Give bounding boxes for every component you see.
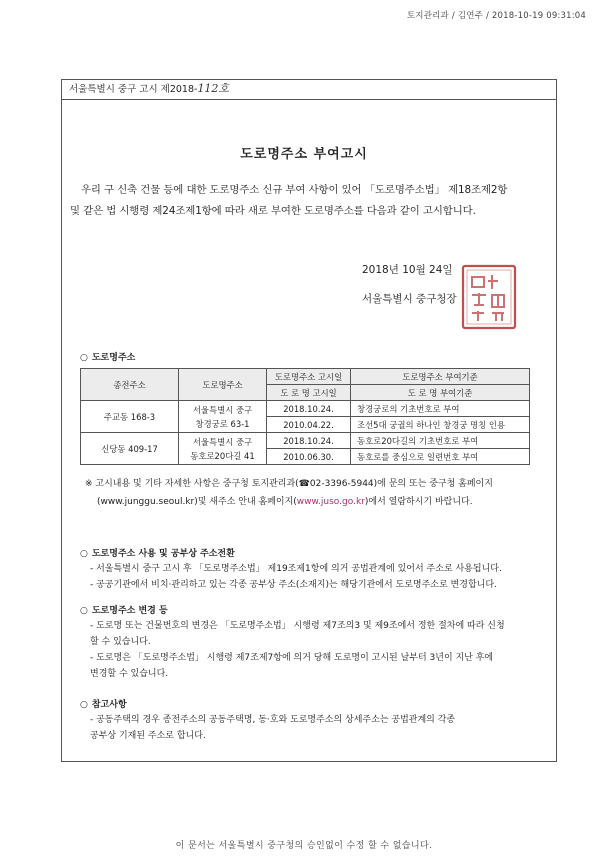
section-label: 도로명주소 xyxy=(91,353,136,363)
section-usage-items xyxy=(90,561,502,593)
intro-line-2: 및 같은 법 시행령 제24조제1항에 따라 새로 부여한 도로명주소를 다음과 같이 고시합니다. xyxy=(70,205,476,217)
road-address-line-2: 창경궁로 63-1 xyxy=(195,418,250,429)
section-usage-heading xyxy=(80,546,235,559)
table-row xyxy=(81,401,530,417)
note-line-1 xyxy=(85,475,525,493)
cell-basis: 창경궁로의 기초번호로 부여 xyxy=(351,401,530,417)
cell-basis: 동호로20다길의 기초번호로 부여 xyxy=(351,433,530,449)
notice-number-handwritten: 112호 xyxy=(197,82,230,95)
cell-lot-address: 신당동 409-17 xyxy=(81,433,179,465)
section-label: 도로명주소 변경 등 xyxy=(91,606,168,616)
section-change-items xyxy=(90,618,505,682)
document-meta: 토지관리과 / 김연주 / 2018-10-19 09:31:04 xyxy=(406,11,586,21)
list-item: - 서울특별시 중구 고시 후 「도로명주소법」 제19조제1항에 의거 공법관계에 있어서 주소로 사용됩니다. xyxy=(90,564,502,574)
header-notice-day: 도로명주소 고시일 xyxy=(267,369,351,385)
road-address-line-2: 동호로20다길 41 xyxy=(190,450,255,461)
cell-road-basis: 동호로를 중심으로 일련번호 부여 xyxy=(351,449,530,465)
cell-road-address xyxy=(179,433,267,465)
header-divider xyxy=(61,99,557,100)
list-item: 공부상 기재된 주소로 합니다. xyxy=(90,731,206,741)
note-line-2 xyxy=(85,493,525,511)
issuer-name: 서울특별시 중구청장 xyxy=(362,293,457,305)
section-roadname-heading xyxy=(80,350,135,363)
header-road-basis: 도 로 명 부여기준 xyxy=(351,385,530,401)
intro-line-1: 우리 구 신축 건물 등에 대한 도로명주소 신규 부여 사항이 있어 「도로명주소법」 제18조제2항 xyxy=(81,184,508,196)
section-bullet: ○ xyxy=(80,549,88,559)
header-basis: 도로명주소 부여기준 xyxy=(351,369,530,385)
section-label: 도로명주소 사용 및 공부상 주소전환 xyxy=(91,549,235,559)
cell-lot-address: 주교동 168-3 xyxy=(81,401,179,433)
section-bullet: ○ xyxy=(80,700,88,710)
header-road-address: 도로명주소 xyxy=(179,369,267,401)
table-header-row xyxy=(81,369,530,385)
page-title: 도로명주소 부여고시 xyxy=(240,147,368,162)
section-reference-heading xyxy=(80,697,127,710)
list-item: - 도로명 또는 건물번호의 변경은 「도로명주소법」 시행령 제7조의3 및 제9조에서 정한 절차에 따라 신청 xyxy=(90,621,505,631)
road-address-line-1: 서울특별시 중구 xyxy=(192,404,253,415)
section-change-heading xyxy=(80,603,168,616)
cell-notice-date: 2018.10.24. xyxy=(267,401,351,417)
cell-road-address xyxy=(179,401,267,433)
notice-date: 2018년 10월 24일 xyxy=(362,264,453,276)
note-mark: ※ xyxy=(85,479,93,489)
official-seal-icon xyxy=(460,263,518,331)
road-address-line-1: 서울특별시 중구 xyxy=(192,436,253,447)
address-table xyxy=(80,368,530,465)
header-road-notice-day: 도 로 명 고시일 xyxy=(267,385,351,401)
table-row xyxy=(81,433,530,449)
header-lot-address: 종전주소 xyxy=(81,369,179,401)
section-bullet: ○ xyxy=(80,353,88,363)
note-line-2-tail: )에서 열람하시기 바랍니다. xyxy=(364,497,473,507)
section-label: 참고사항 xyxy=(91,700,127,710)
cell-road-notice-date: 2010.06.30. xyxy=(267,449,351,465)
list-item: 할 수 있습니다. xyxy=(90,637,151,647)
notice-number-label: 서울특별시 중구 고시 제2018- xyxy=(69,84,198,95)
intro-paragraph xyxy=(70,180,551,222)
note-line-1-text: 고시내용 및 기타 자세한 사항은 중구청 토지관리과(☎02-3396-5944)에 문의 또는 중구청 홈페이지 xyxy=(95,479,493,489)
cell-road-basis: 조선5대 궁궐의 하나인 창경궁 명칭 인용 xyxy=(351,417,530,433)
cell-notice-date: 2018.10.24. xyxy=(267,433,351,449)
inquiry-note xyxy=(85,475,525,511)
list-item: 변경할 수 있습니다. xyxy=(90,669,169,679)
footer-notice: 이 문서는 서울특별시 중구청의 승인없이 수정 할 수 없습니다. xyxy=(175,841,433,851)
section-reference-items xyxy=(90,712,455,744)
cell-road-notice-date: 2010.04.22. xyxy=(267,417,351,433)
list-item: - 도로명은 「도로명주소법」 시행령 제7조제7항에 의거 당해 도로명이 고시된 날부터 3년이 지난 후에 xyxy=(90,653,494,663)
list-item: - 공동주택의 경우 종전주소의 공동주택명, 동·호와 도로명주소의 상세주소는 공법관계의 각종 xyxy=(90,715,456,725)
section-bullet: ○ xyxy=(80,606,88,616)
note-line-2-text: (www.junggu.seoul.kr)및 새주소 안내 홈페이지( xyxy=(97,497,297,507)
juso-link[interactable]: www.juso.go.kr xyxy=(296,497,365,507)
notice-number xyxy=(69,80,229,96)
list-item: - 공공기관에서 비치·관리하고 있는 각종 공부상 주소(소재지)는 해당기관에서 도로명주소로 변경합니다. xyxy=(90,580,497,590)
